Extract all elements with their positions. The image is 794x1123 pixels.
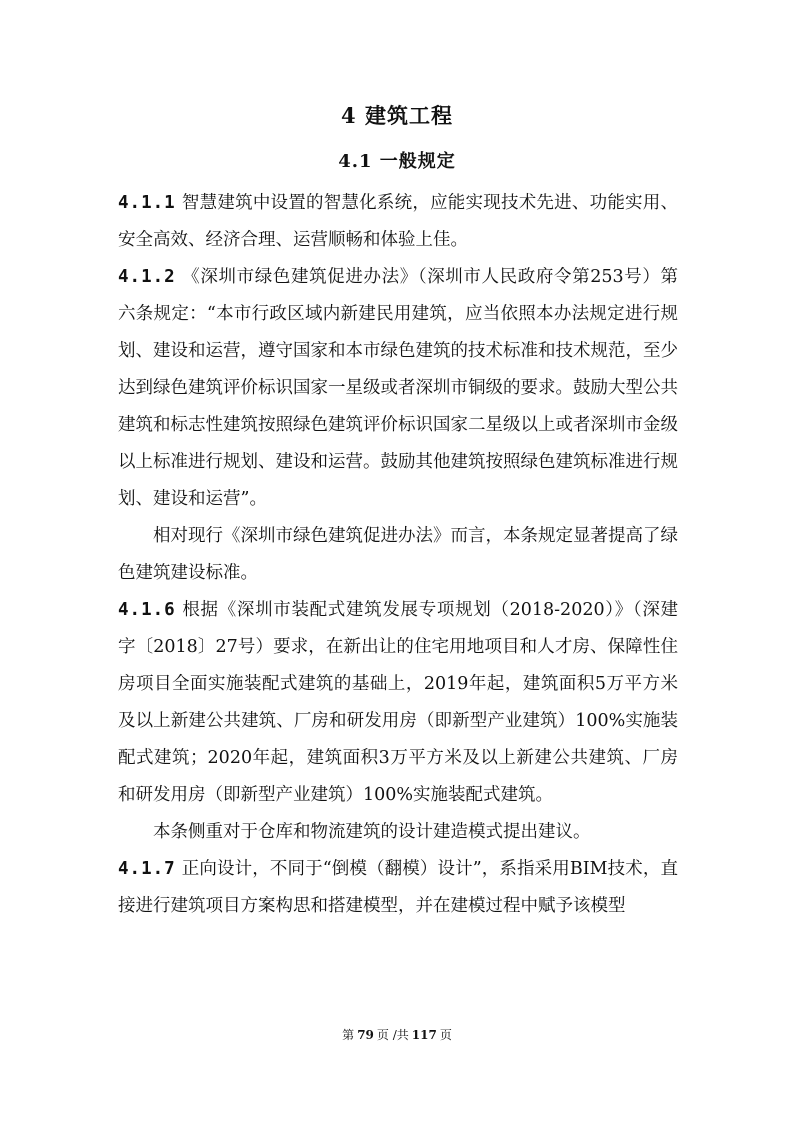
chapter-title: 4 建筑工程 — [341, 103, 453, 128]
clause-text: 根据《深圳市装配式建筑发展专项规划（2018-2020）》（深建字〔2018〕27号）要求，在新出让的住宅用地项目和人才房、保障性住房项目全面实施装配式建筑的基础上，2019年起，建筑面积5万平方米及以上新建公共建筑、厂房和研发用房（即新型产业建筑）100%实施装配式建筑；2020年起，建筑面积3万平方米及以上新建公共建筑、厂房和研发用房（即新型产业建筑）100%实施装配式建筑。 — [118, 600, 678, 805]
clause-text: 《深圳市绿色建筑促进办法》（深圳市人民政府令第253号）第六条规定：“本市行政区域内新建民用建筑，应当依照本办法规定进行规划、建设和运营，遵守国家和本市绿色建筑的技术标准和技术规范，至少达到绿色建筑评价标识国家一星级或者深圳市铜级的要求。鼓励大型公共建筑和标志性建筑按照绿色建筑评价标识国家二星级以上或者深圳市金级以上标准进行规划、建设和运营。鼓励其他建筑按照绿色建筑标准进行规划、建设和运营”。 — [118, 267, 678, 509]
footer-mid: 页 /共 — [376, 1028, 409, 1042]
explanation-paragraph — [118, 518, 678, 592]
clause-paragraph — [118, 851, 678, 925]
clause-text: 智慧建筑中设置的智慧化系统，应能实现技术先进、功能实用、安全高效、经济合理、运营顺畅和体验上佳。 — [118, 193, 678, 250]
clause-number: 4.1.6 — [118, 600, 176, 620]
explanation-text: 相对现行《深圳市绿色建筑促进办法》而言，本条规定显著提高了绿色建筑建设标准。 — [118, 526, 678, 583]
current-page-number: 79 — [357, 1028, 374, 1042]
clause-paragraph — [118, 259, 678, 518]
section-title: 4.1 一般规定 — [338, 151, 456, 172]
clause-number: 4.1.1 — [118, 193, 176, 213]
document-body — [118, 185, 678, 925]
footer-suffix: 页 — [439, 1028, 452, 1042]
clause-paragraph — [118, 185, 678, 259]
clause-number: 4.1.2 — [118, 267, 176, 287]
clause-paragraph — [118, 592, 678, 814]
clause-number: 4.1.7 — [118, 859, 176, 879]
clause-text: 正向设计，不同于“倒模（翻模）设计”，系指采用BIM技术，直接进行建筑项目方案构思和搭建模型，并在建模过程中赋予该模型 — [118, 859, 678, 916]
total-page-number: 117 — [411, 1028, 437, 1042]
page-footer — [0, 1026, 794, 1043]
footer-prefix: 第 — [342, 1028, 355, 1042]
explanation-text: 本条侧重对于仓库和物流建筑的设计建造模式提出建议。 — [153, 822, 591, 842]
explanation-paragraph — [118, 814, 678, 851]
